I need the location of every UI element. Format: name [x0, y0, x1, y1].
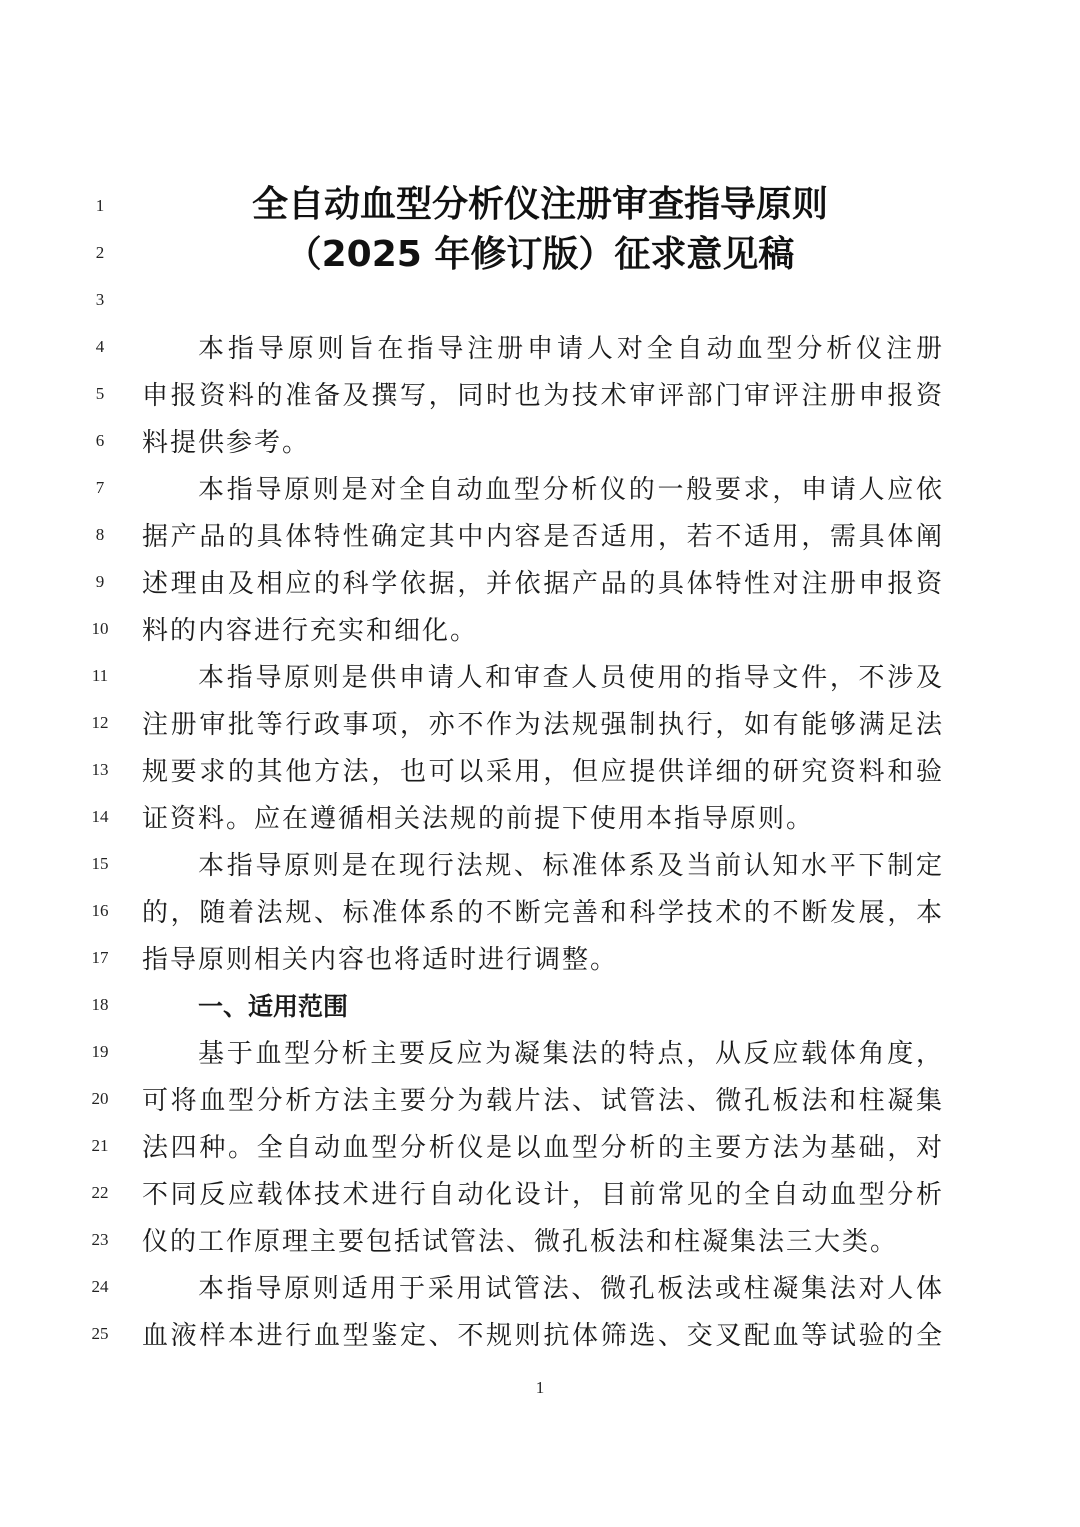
body-line: 基于血型分析主要反应为凝集法的特点，从反应载体角度，: [198, 1039, 942, 1069]
body-line: 料的内容进行充实和细化。: [142, 616, 479, 646]
line-number: 22: [91, 1183, 109, 1202]
line-number: 7: [95, 478, 105, 497]
line-number: 21: [91, 1136, 109, 1155]
body-line: 本指导原则旨在指导注册申请人对全自动血型分析仪注册: [198, 334, 942, 364]
body-line: 规要求的其他方法，也可以采用，但应提供详细的研究资料和验: [142, 757, 942, 787]
document-title-line-1: 全自动血型分析仪注册审查指导原则: [251, 184, 828, 225]
document-title-line-2: （2025 年修订版）征求意见稿: [285, 234, 795, 275]
body-line: 指导原则相关内容也将适时进行调整。: [142, 945, 619, 975]
line-number: 2: [95, 243, 105, 262]
body-line: 料提供参考。: [142, 428, 311, 458]
body-line: 本指导原则是在现行法规、标准体系及当前认知水平下制定: [198, 851, 942, 881]
line-number: 16: [91, 901, 109, 920]
line-number: 13: [91, 760, 109, 779]
page-number: 1: [535, 1378, 545, 1397]
line-number: 10: [91, 619, 109, 638]
body-line: 不同反应载体技术进行自动化设计，目前常见的全自动血型分析: [142, 1180, 942, 1210]
body-line: 证资料。应在遵循相关法规的前提下使用本指导原则。: [142, 804, 815, 834]
body-line: 法四种。全自动血型分析仪是以血型分析的主要方法为基础，对: [142, 1133, 942, 1163]
body-line: 据产品的具体特性确定其中内容是否适用，若不适用，需具体阐: [142, 522, 942, 552]
section-heading: 一、适用范围: [198, 992, 349, 1021]
body-line: 申报资料的准备及撰写，同时也为技术审评部门审评注册申报资: [142, 381, 942, 411]
line-number: 25: [91, 1324, 109, 1343]
body-line: 述理由及相应的科学依据，并依据产品的具体特性对注册申报资: [142, 569, 942, 599]
line-number: 3: [95, 290, 105, 309]
line-number: 20: [91, 1089, 109, 1108]
line-number: 12: [91, 713, 109, 732]
body-line: 注册审批等行政事项，亦不作为法规强制执行，如有能够满足法: [142, 710, 942, 740]
line-number: 17: [91, 948, 109, 967]
line-number: 1: [95, 196, 105, 215]
line-number: 14: [91, 807, 109, 826]
line-number: 24: [91, 1277, 109, 1296]
body-line: 血液样本进行血型鉴定、不规则抗体筛选、交叉配血等试验的全: [142, 1321, 942, 1351]
line-number: 11: [91, 666, 109, 685]
body-line: 本指导原则是供申请人和审查人员使用的指导文件，不涉及: [198, 663, 942, 693]
line-number: 5: [95, 384, 105, 403]
body-line: 仪的工作原理主要包括试管法、微孔板法和柱凝集法三大类。: [142, 1227, 899, 1257]
line-number: 4: [95, 337, 105, 356]
line-number: 9: [95, 572, 105, 591]
body-line: 本指导原则适用于采用试管法、微孔板法或柱凝集法对人体: [198, 1274, 942, 1304]
body-line: 可将血型分析方法主要分为载片法、试管法、微孔板法和柱凝集: [142, 1086, 942, 1116]
body-line: 本指导原则是对全自动血型分析仪的一般要求，申请人应依: [198, 475, 942, 505]
line-number: 15: [91, 854, 109, 873]
line-number: 23: [91, 1230, 109, 1249]
line-number: 8: [95, 525, 105, 544]
line-number: 18: [91, 995, 109, 1014]
body-line: 的，随着法规、标准体系的不断完善和科学技术的不断发展，本: [142, 898, 942, 928]
line-number: 19: [91, 1042, 109, 1061]
line-number: 6: [95, 431, 105, 450]
